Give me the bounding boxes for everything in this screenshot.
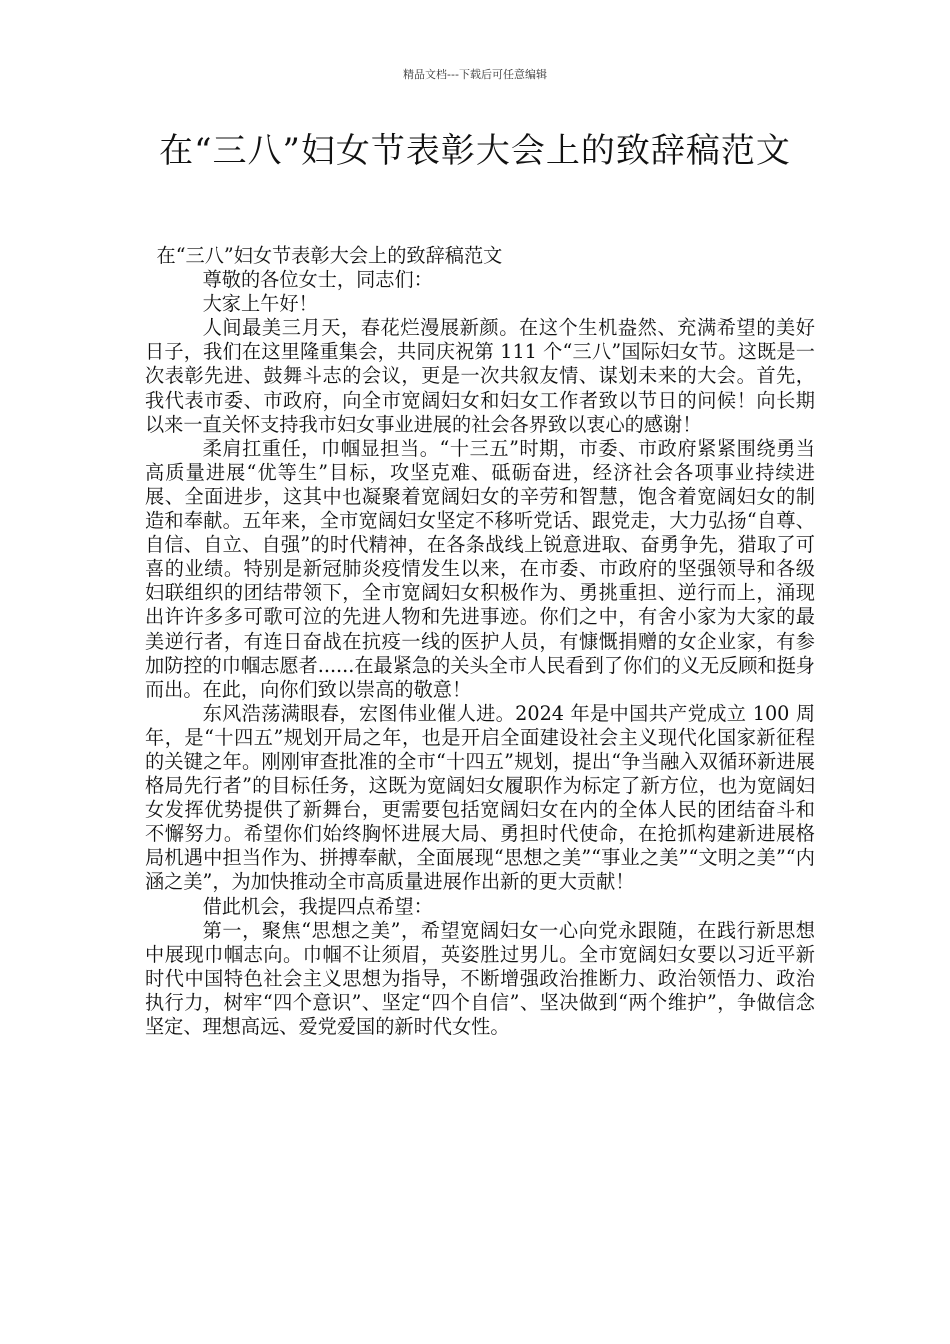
salutation: 尊敬的各位女士，同志们：	[202, 268, 433, 292]
paragraph-achievements: 柔肩扛重任，巾帼显担当。“十三五”时期，市委、市政府紧紧围绕勇当高质量进展“优等生”目标，攻坚克难、砥砺奋进，经济社会各项事业持续进展、全面进步，这其中也凝聚着宽阔妇女的辛劳和智慧，饱含着宽阔妇女的制造和奉献。五年来，全市宽阔妇女坚定不移听党话、跟党走，大力弘扬“自尊、自信、自立、自强”的时代精神，在各条战线上锐意进取、奋勇争先，猎取了可喜的业绩。特别是新冠肺炎疫情发生以来，在市委、市政府的坚强领导和各级妇联组织的团结带领下，全市宽阔妇女积极作为、勇挑重担、逆行而上，涌现出许许多多可歌可泣的先进人物和先进事迹。你们之中，有舍小家为大家的最美逆行者，有连日奋战在抗疫一线的医护人员，有慷慨捐赠的女企业家，有参加防控的巾帼志愿者......在最紧急的关头全市人民看到了你们的义无反顾和挺身而出。在此，向你们致以崇高的敬意！	[145, 436, 815, 701]
document-title: 在“三八”妇女节表彰大会上的致辞稿范文	[159, 131, 791, 171]
document-body	[145, 244, 815, 1039]
paragraph-outlook: 东风浩荡满眼春，宏图伟业催人进。2024 年是中国共产党成立 100 周年，是“十四五”规划开局之年，也是开启全面建设社会主义现代化国家新征程的关键之年。刚刚审查批准的全市“十四五”规划，提出“争当融入双循环新进展格局先行者”的目标任务，这既为宽阔妇女履职作为标定了新方位，也为宽阔妇女发挥优势提供了新舞台，更需要包括宽阔妇女在内的全体人民的团结奋斗和不懈努力。希望你们始终胸怀进展大局、勇担时代使命，在抢抓构建新进展格局机遇中担当作为、拼搏奉献，全面展现“思想之美”“事业之美”“文明之美”“内涵之美”，为加快推动全市高质量进展作出新的更大贡献！	[145, 701, 815, 894]
paragraph-opening: 人间最美三月天，春花烂漫展新颜。在这个生机盎然、充满希望的美好日子，我们在这里隆重集会，共同庆祝第 111 个“三八”国际妇女节。这既是一次表彰先进、鼓舞斗志的会议，更是一次共叙友情、谋划未来的大会。首先，我代表市委、市政府，向全市宽阔妇女和妇女工作者致以节日的问候！向长期以来一直关怀支持我市妇女事业进展的社会各界致以衷心的感谢！	[145, 316, 815, 436]
greeting: 大家上午好！	[202, 292, 318, 316]
paragraph-first-hope: 第一，聚焦“思想之美”，希望宽阔妇女一心向党永跟随，在践行新思想中展现巾帼志向。巾帼不让须眉，英姿胜过男儿。全市宽阔妇女要以习近平新时代中国特色社会主义思想为指导，不断增强政治推断力、政治领悟力、政治执行力，树牢“四个意识”、坚定“四个自信”、坚决做到“两个维护”，争做信念坚定、理想高远、爱党爱国的新时代女性。	[145, 918, 815, 1038]
header-note: 精品文档---下载后可任意编辑	[403, 68, 547, 81]
body-heading: 在“三八”妇女节表彰大会上的致辞稿范文	[156, 244, 503, 267]
paragraph-hopes-intro: 借此机会，我提四点希望：	[202, 894, 433, 918]
